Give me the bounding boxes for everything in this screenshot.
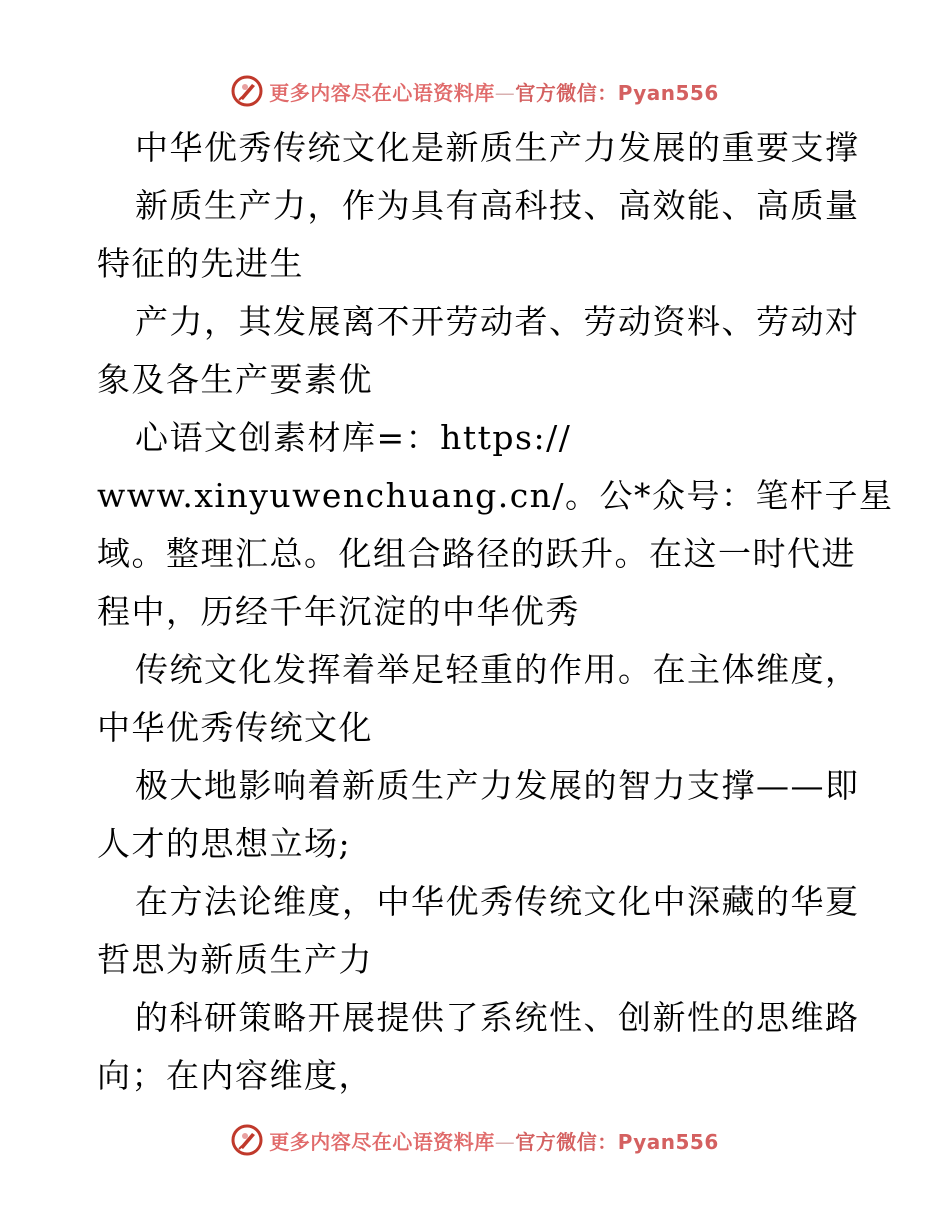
footer-wechat-id: Pyan556 <box>617 1129 719 1154</box>
footer-promo <box>269 1126 719 1155</box>
footer-promo-text: 更多内容尽在心语资料库 <box>269 1129 495 1154</box>
paragraph-line: 特征的先进生 <box>97 244 304 283</box>
paragraph-line: 产力，其发展离不开劳动者、劳动资料、劳动对 <box>135 302 860 341</box>
paragraph-line: 人才的思想立场; <box>97 824 352 863</box>
paragraph-line: 哲思为新质生产力 <box>97 940 373 979</box>
source-link-line: 心语文创素材库=：https:// <box>135 418 572 457</box>
paragraph-line: 极大地影响着新质生产力发展的智力支撑——即 <box>135 766 860 805</box>
logo-quill-icon <box>231 75 263 107</box>
paragraph-line: 向；在内容维度， <box>97 1056 373 1095</box>
footer-banner <box>0 1120 950 1160</box>
paragraph-line: 传统文化发挥着举足轻重的作用。在主体维度， <box>135 650 860 689</box>
paragraph-line: 中华优秀传统文化 <box>97 708 373 747</box>
paragraph-line: 域。整理汇总。化组合路径的跃升。在这一时代进 <box>97 534 856 573</box>
paragraph-line: 程中，历经千年沉淀的中华优秀 <box>97 592 580 631</box>
document-body <box>97 119 894 1105</box>
footer-wechat-label: 官方微信： <box>515 1129 618 1154</box>
header-promo <box>269 77 719 106</box>
footer-dash: — <box>494 1129 516 1154</box>
header-promo-text: 更多内容尽在心语资料库 <box>269 80 495 105</box>
paragraph-line: 新质生产力，作为具有高科技、高效能、高质量 <box>135 186 860 225</box>
logo-quill-icon <box>231 1124 263 1156</box>
document-title: 中华优秀传统文化是新质生产力发展的重要支撑 <box>135 128 860 167</box>
paragraph-line: 在方法论维度，中华优秀传统文化中深藏的华夏 <box>135 882 860 921</box>
header-dash: — <box>494 80 516 105</box>
paragraph-line: 的科研策略开展提供了系统性、创新性的思维路 <box>135 998 860 1037</box>
paragraph-line: 象及各生产要素优 <box>97 360 373 399</box>
header-banner <box>0 71 950 111</box>
source-url-line: www.xinyuwenchuang.cn/。公*众号：笔杆子星 <box>97 476 894 515</box>
header-wechat-id: Pyan556 <box>617 80 719 105</box>
header-wechat-label: 官方微信： <box>515 80 618 105</box>
